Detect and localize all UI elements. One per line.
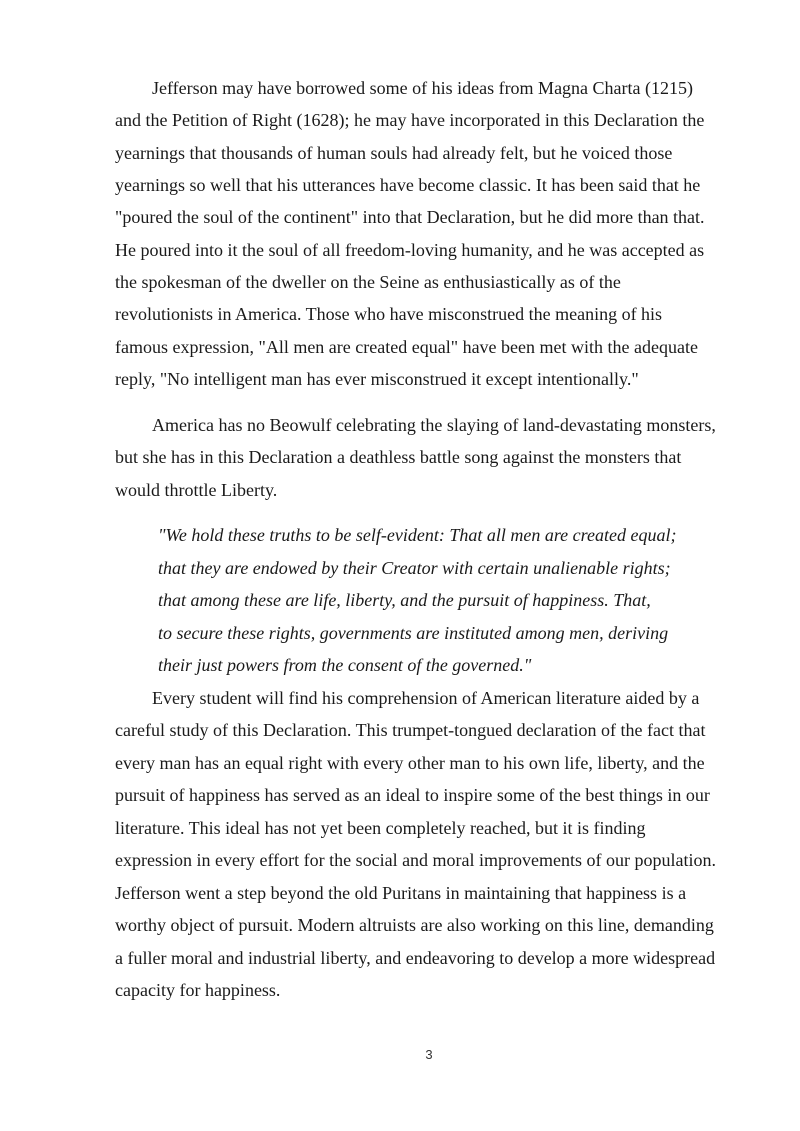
quote-line: "We hold these truths to be self-evident: That all men are created equal; [158,525,677,545]
text-line: Jefferson went a step beyond the old Puritans in maintaining that happiness is a [115,883,687,903]
text-line: but she has in this Declaration a deathless battle song against the monsters that [115,447,682,467]
text-line: Every student will find his comprehension of American literature aided by a [152,688,700,708]
page-number: 3 [425,1047,433,1062]
quote-line: to secure these rights, governments are instituted among men, deriving [158,623,669,643]
text-line: literature. This ideal has not yet been completely reached, but it is finding [115,818,646,838]
text-line: yearnings so well that his utterances have become classic. It has been said that he [115,175,701,195]
text-line: and the Petition of Right (1628); he may have incorporated in this Declaration the [115,110,705,130]
text-line: America has no Beowulf celebrating the slaying of land-devastating monsters, [152,415,716,435]
text-line: "poured the soul of the continent" into that Declaration, but he did more than that. [115,207,705,227]
text-line: capacity for happiness. [115,980,281,1000]
text-line: a fuller moral and industrial liberty, and endeavoring to develop a more widespread [115,948,716,968]
text-line: pursuit of happiness has served as an ideal to inspire some of the best things in our [115,785,710,805]
text-line: Jefferson may have borrowed some of his ideas from Magna Charta (1215) [152,78,694,98]
text-line: worthy object of pursuit. Modern altruists are also working on this line, demanding [115,915,714,935]
text-line: careful study of this Declaration. This trumpet-tongued declaration of the fact that [115,720,706,740]
text-line: the spokesman of the dweller on the Seine as enthusiastically as of the [115,272,621,292]
quote-line: that they are endowed by their Creator with certain unalienable rights; [158,558,671,578]
text-line: famous expression, "All men are created equal" have been met with the adequate [115,337,698,357]
text-line: every man has an equal right with every other man to his own life, liberty, and the [115,753,705,773]
text-line: expression in every effort for the social and moral improvements of our population. [115,850,717,870]
text-line: revolutionists in America. Those who have misconstrued the meaning of his [115,304,663,324]
text-line: would throttle Liberty. [115,480,278,500]
text-line: yearnings that thousands of human souls had already felt, but he voiced those [115,143,673,163]
quote-line: that among these are life, liberty, and the pursuit of happiness. That, [158,590,651,610]
quote-line: their just powers from the consent of the governed." [158,655,532,675]
text-line: reply, "No intelligent man has ever misconstrued it except intentionally." [115,369,639,389]
text-line: He poured into it the soul of all freedom-loving humanity, and he was accepted as [115,240,705,260]
